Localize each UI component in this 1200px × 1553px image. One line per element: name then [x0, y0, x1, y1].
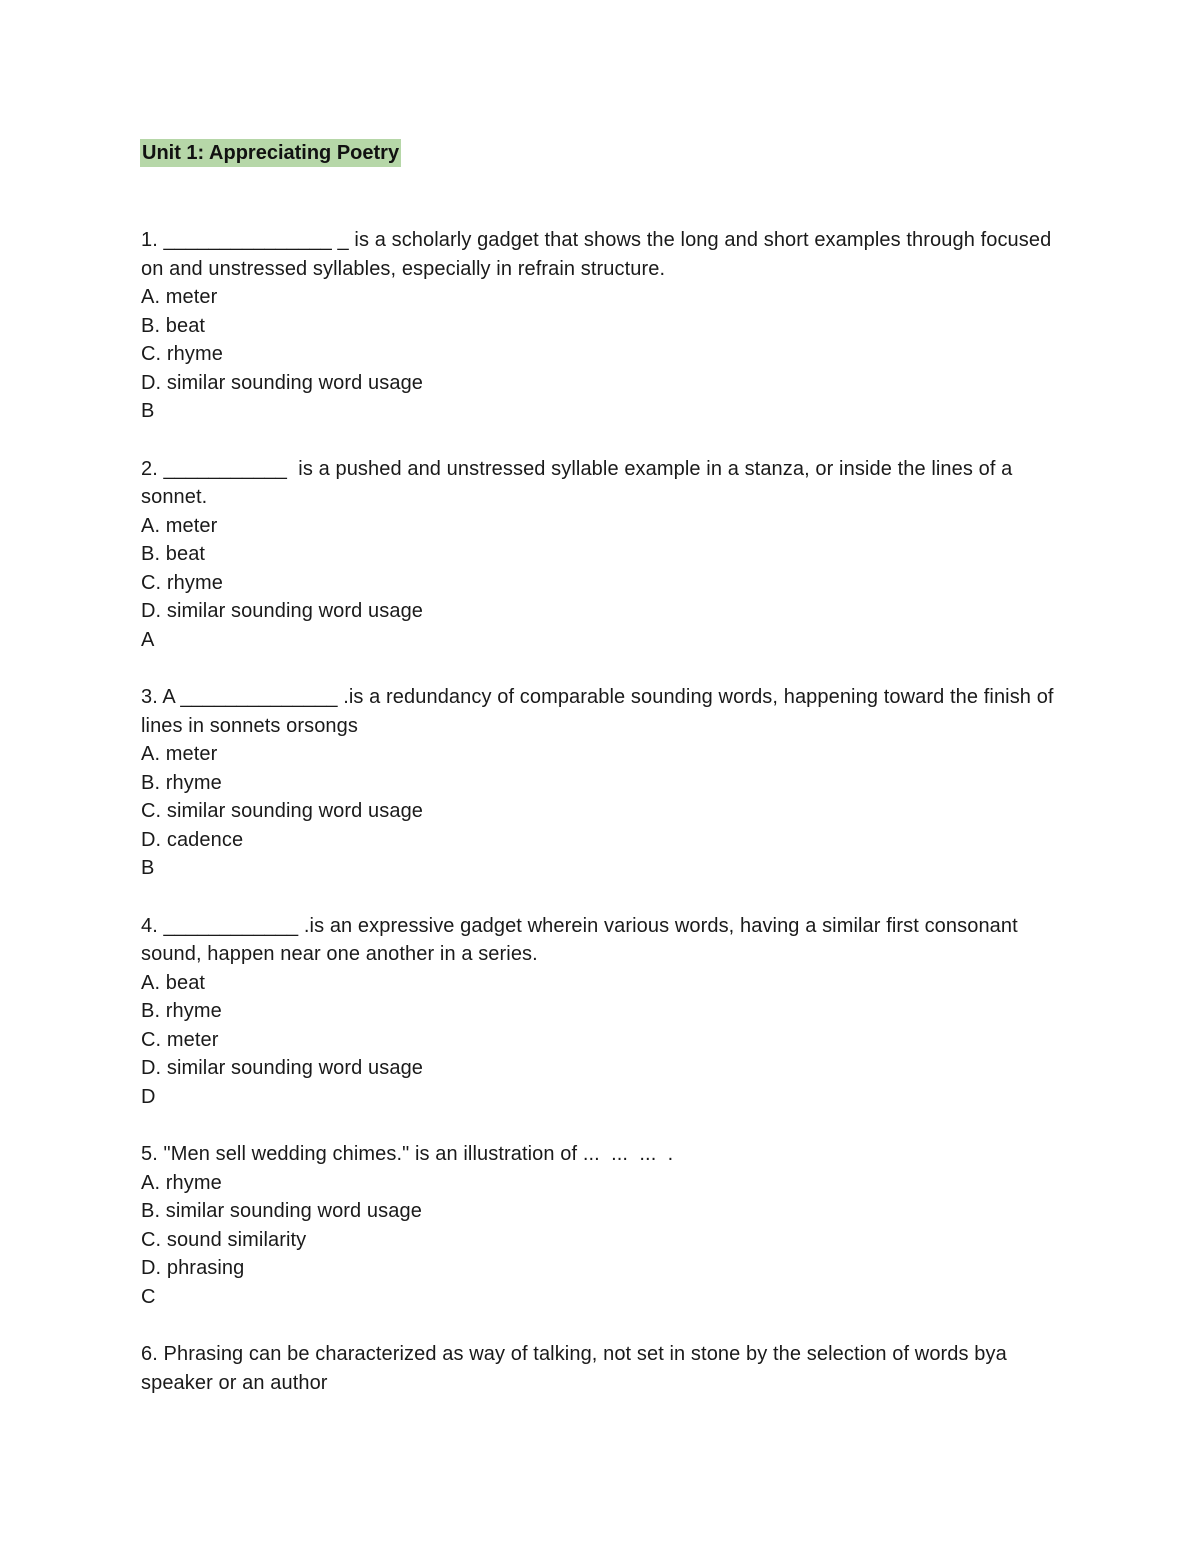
answer-key: D	[141, 1085, 156, 1108]
question-stem: 5. "Men sell wedding chimes." is an illustration of ... ... ... .	[141, 1143, 674, 1165]
option-c: C. rhyme	[141, 571, 223, 594]
question-stem: 1. _______________ _ is a scholarly gadget that shows the long and short examples through focused on and unstressed syllables, especially in refrain structure.	[141, 229, 1057, 280]
question-3	[141, 683, 1071, 883]
question-stem: 2. ___________ is a pushed and unstressed syllable example in a stanza, or inside the lines of a sonnet.	[141, 457, 1019, 508]
question-5	[141, 1140, 1071, 1311]
option-d: D. similar sounding word usage	[141, 371, 424, 394]
option-d: D. cadence	[141, 828, 244, 851]
answer-key: B	[141, 857, 155, 879]
question-stem: 6. Phrasing can be characterized as way of talking, not set in stone by the selection of words bya speaker or an author	[141, 1343, 1013, 1394]
document-page	[141, 139, 1071, 1397]
question-6	[141, 1340, 1071, 1397]
answer-key: C	[141, 1285, 156, 1308]
option-a: A. meter	[141, 743, 218, 765]
option-d: D. phrasing	[141, 1257, 245, 1279]
option-c: C. meter	[141, 1028, 219, 1051]
option-c: C. sound similarity	[141, 1228, 307, 1251]
question-1	[141, 226, 1071, 426]
page-title: Unit 1: Appreciating Poetry	[140, 139, 401, 167]
question-2	[141, 455, 1071, 655]
option-b: B. similar sounding word usage	[141, 1200, 422, 1222]
option-b: B. beat	[141, 543, 206, 565]
option-d: D. similar sounding word usage	[141, 1057, 424, 1079]
question-4	[141, 912, 1071, 1112]
option-a: A. meter	[141, 514, 218, 537]
option-c: C. similar sounding word usage	[141, 800, 424, 822]
option-a: A. meter	[141, 286, 218, 308]
question-stem: 4. ____________ .is an expressive gadget wherein various words, having a similar first consonant sound, happen near one another in a series.	[141, 914, 1024, 965]
option-a: A. rhyme	[141, 1171, 222, 1194]
option-d: D. similar sounding word usage	[141, 600, 424, 622]
answer-key: B	[141, 400, 155, 422]
option-b: B. rhyme	[141, 771, 222, 794]
option-b: B. beat	[141, 314, 206, 337]
question-stem: 3. A ______________ .is a redundancy of comparable sounding words, happening toward the finish of lines in sonnets orsongs	[141, 686, 1060, 737]
option-b: B. rhyme	[141, 1000, 222, 1022]
option-a: A. beat	[141, 971, 206, 994]
option-c: C. rhyme	[141, 343, 223, 365]
answer-key: A	[141, 628, 155, 651]
